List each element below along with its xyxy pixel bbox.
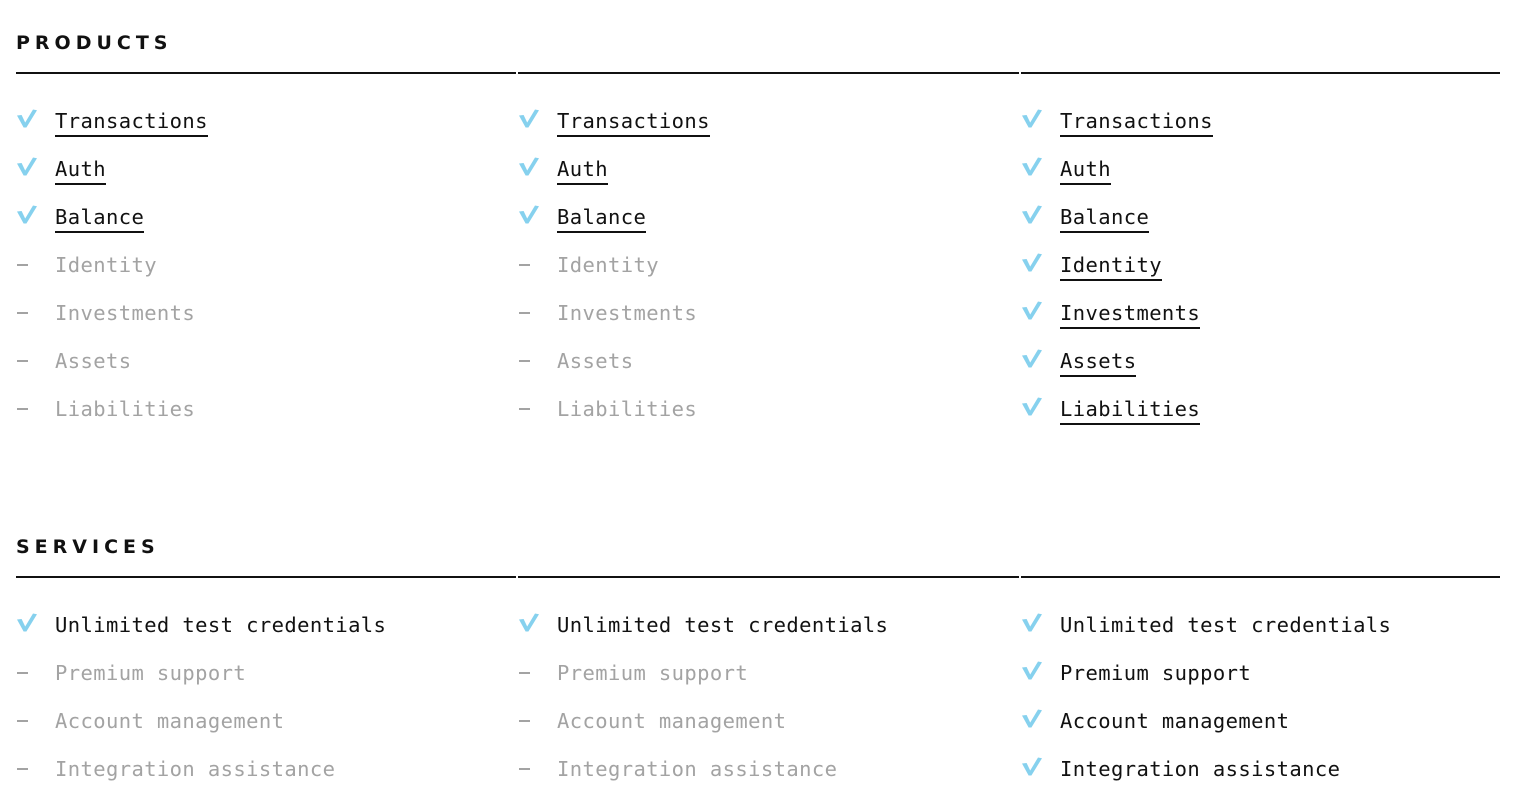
feature-label: Identity [557,253,659,277]
feature-row [518,660,1019,690]
feature-label: Account management [1060,709,1290,733]
dash-icon [16,708,38,734]
feature-label: Assets [55,349,132,373]
plan-column-2 [518,32,1019,444]
feature-row [1021,660,1500,690]
feature-row [518,756,1019,786]
feature-row [16,252,516,282]
checkmark-icon [1021,348,1043,374]
feature-label: Assets [557,349,634,373]
feature-link[interactable]: Transactions [55,108,208,137]
column-divider [1021,576,1500,578]
feature-row [518,348,1019,378]
feature-row [1021,252,1500,282]
feature-link[interactable]: Liabilities [1060,396,1200,425]
feature-row [1021,708,1500,738]
checkmark-icon [518,156,540,182]
feature-row [1021,300,1500,330]
checkmark-icon [1021,204,1043,230]
feature-label: Unlimited test credentials [55,613,387,637]
feature-row [518,204,1019,234]
feature-link[interactable]: Investments [1060,300,1200,329]
feature-link[interactable]: Auth [557,156,608,185]
checkmark-icon [1021,252,1043,278]
column-divider [518,72,1019,74]
feature-label: Premium support [1060,661,1252,685]
section-title: SERVICES [16,536,160,558]
dash-icon [518,348,540,374]
checkmark-icon [1021,108,1043,134]
feature-row [518,300,1019,330]
section-title: PRODUCTS [16,32,173,54]
feature-label: Integration assistance [55,757,336,781]
dash-icon [518,708,540,734]
feature-link[interactable]: Auth [55,156,106,185]
feature-row [518,156,1019,186]
dash-icon [16,660,38,686]
checkmark-icon [16,612,38,638]
dash-icon [16,756,38,782]
feature-row [518,252,1019,282]
feature-link[interactable]: Balance [557,204,646,233]
checkmark-icon [1021,396,1043,422]
feature-row [16,156,516,186]
feature-link[interactable]: Auth [1060,156,1111,185]
column-divider [1021,72,1500,74]
feature-label: Liabilities [557,397,698,421]
feature-link[interactable]: Assets [1060,348,1136,377]
feature-label: Integration assistance [557,757,838,781]
feature-row [1021,348,1500,378]
feature-row [16,108,516,138]
feature-row [518,708,1019,738]
checkmark-icon [1021,300,1043,326]
checkmark-icon [1021,660,1043,686]
dash-icon [518,396,540,422]
feature-row [16,708,516,738]
feature-row [16,348,516,378]
dash-icon [16,252,38,278]
feature-link[interactable]: Balance [1060,204,1149,233]
dash-icon [518,660,540,686]
feature-label: Integration assistance [1060,757,1341,781]
feature-row [1021,612,1500,642]
feature-row [518,108,1019,138]
checkmark-icon [518,612,540,638]
feature-row [1021,396,1500,426]
feature-label: Account management [55,709,285,733]
checkmark-icon [16,156,38,182]
feature-label: Liabilities [55,397,196,421]
feature-row [16,204,516,234]
checkmark-icon [16,108,38,134]
dash-icon [16,300,38,326]
column-divider [16,576,516,578]
feature-row [16,612,516,642]
plan-column-3 [1021,536,1500,804]
feature-row [518,612,1019,642]
feature-label: Account management [557,709,787,733]
dash-icon [16,348,38,374]
checkmark-icon [518,108,540,134]
feature-row [1021,156,1500,186]
checkmark-icon [1021,612,1043,638]
dash-icon [518,300,540,326]
feature-label: Investments [557,301,698,325]
dash-icon [518,756,540,782]
feature-label: Premium support [55,661,247,685]
feature-row [1021,108,1500,138]
dash-icon [518,252,540,278]
checkmark-icon [1021,756,1043,782]
checkmark-icon [16,204,38,230]
checkmark-icon [1021,156,1043,182]
checkmark-icon [518,204,540,230]
feature-label: Premium support [557,661,749,685]
plan-column-1 [16,32,516,444]
feature-row [1021,756,1500,786]
column-divider [16,72,516,74]
feature-row [16,300,516,330]
feature-label: Unlimited test credentials [557,613,889,637]
feature-link[interactable]: Transactions [557,108,710,137]
feature-link[interactable]: Transactions [1060,108,1213,137]
feature-row [1021,204,1500,234]
plan-column-2 [518,536,1019,804]
feature-label: Identity [55,253,157,277]
feature-label: Investments [55,301,196,325]
feature-link[interactable]: Identity [1060,252,1162,281]
feature-label: Unlimited test credentials [1060,613,1392,637]
column-divider [518,576,1019,578]
feature-row [16,756,516,786]
feature-row [16,660,516,690]
feature-row [518,396,1019,426]
dash-icon [16,396,38,422]
feature-link[interactable]: Balance [55,204,144,233]
feature-row [16,396,516,426]
plan-column-1 [16,536,516,804]
checkmark-icon [1021,708,1043,734]
plan-column-3 [1021,32,1500,444]
